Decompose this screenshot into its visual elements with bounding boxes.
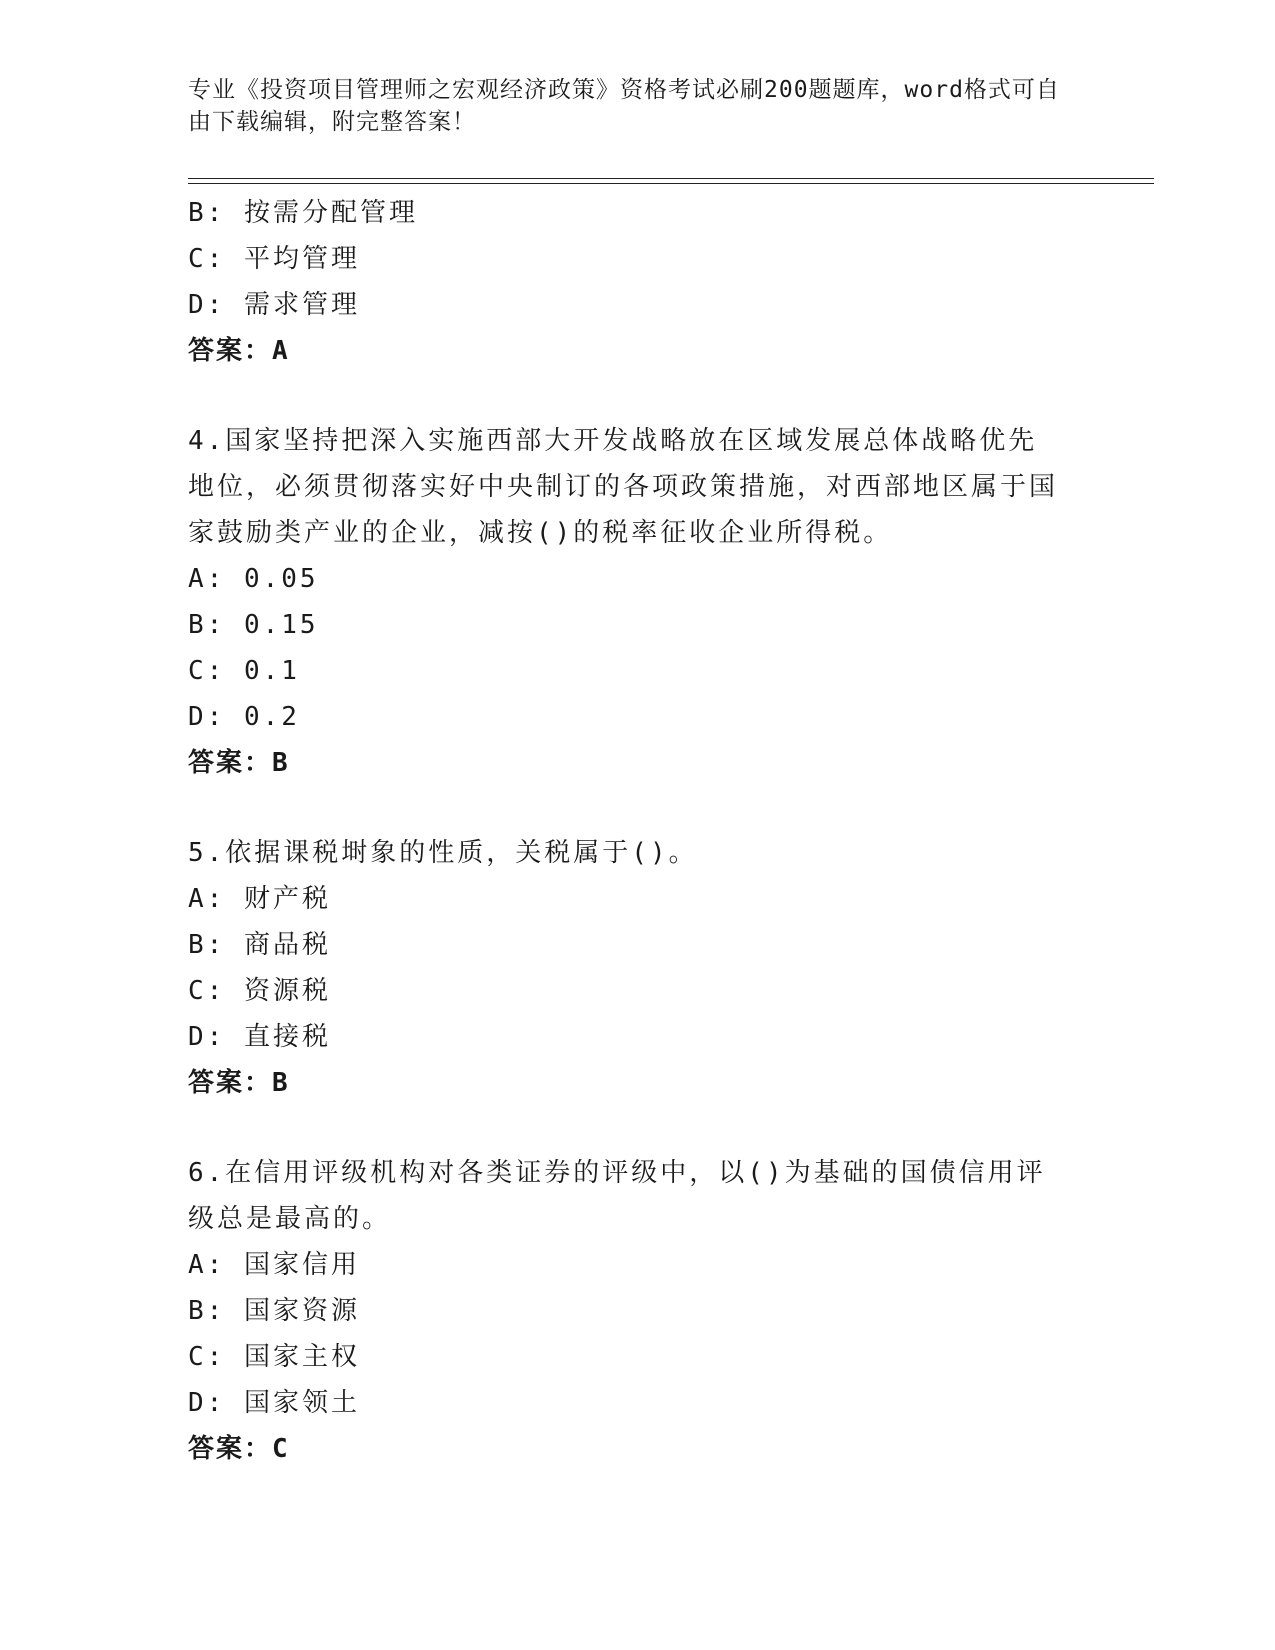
- option-b: B: 按需分配管理: [188, 198, 418, 228]
- option-a: A: 0.05: [188, 564, 319, 594]
- option-a: A: 财产税: [188, 884, 331, 914]
- option-d: D: 直接税: [188, 1022, 331, 1052]
- option-c: C: 国家主权: [188, 1342, 360, 1372]
- option-a: A: 国家信用: [188, 1250, 360, 1280]
- answer-line: 答案：B: [188, 748, 290, 778]
- question-block-4: [188, 418, 1068, 786]
- header-rule-top: [188, 178, 1154, 179]
- question-block-5: [188, 830, 1068, 1106]
- answer-line: 答案：A: [188, 336, 290, 366]
- option-c: C: 资源税: [188, 976, 331, 1006]
- option-d: D: 需求管理: [188, 290, 360, 320]
- option-c: C: 平均管理: [188, 244, 360, 274]
- option-c: C: 0.1: [188, 656, 300, 686]
- option-d: D: 0.2: [188, 702, 300, 732]
- option-b: B: 0.15: [188, 610, 319, 640]
- question-text: 4.国家坚持把深入实施西部大开发战略放在区域发展总体战略优先地位，必须贯彻落实好中央制订的各项政策措施，对西部地区属于国家鼓励类产业的企业，减按()的税率征收企业所得税。: [188, 426, 1059, 548]
- answer-line: 答案：B: [188, 1068, 290, 1098]
- page-header: [188, 74, 1068, 138]
- answer-line: 答案：C: [188, 1434, 290, 1464]
- question-list: [188, 190, 1068, 1472]
- header-rule-bottom: [188, 183, 1154, 184]
- question-text: 6.在信用评级机构对各类证券的评级中，以()为基础的国债信用评级总是最高的。: [188, 1158, 1046, 1234]
- option-d: D: 国家领土: [188, 1388, 360, 1418]
- question-text: 5.依据课税埘象的性质，关税属于()。: [188, 838, 698, 868]
- question-block-6: [188, 1150, 1068, 1472]
- header-text: 专业《投资项目管理师之宏观经济政策》资格考试必刷200题题库，word格式可自由下载编辑，附完整答案！: [188, 77, 1060, 135]
- question-block-prev: [188, 190, 1068, 374]
- option-b: B: 商品税: [188, 930, 331, 960]
- option-b: B: 国家资源: [188, 1296, 360, 1326]
